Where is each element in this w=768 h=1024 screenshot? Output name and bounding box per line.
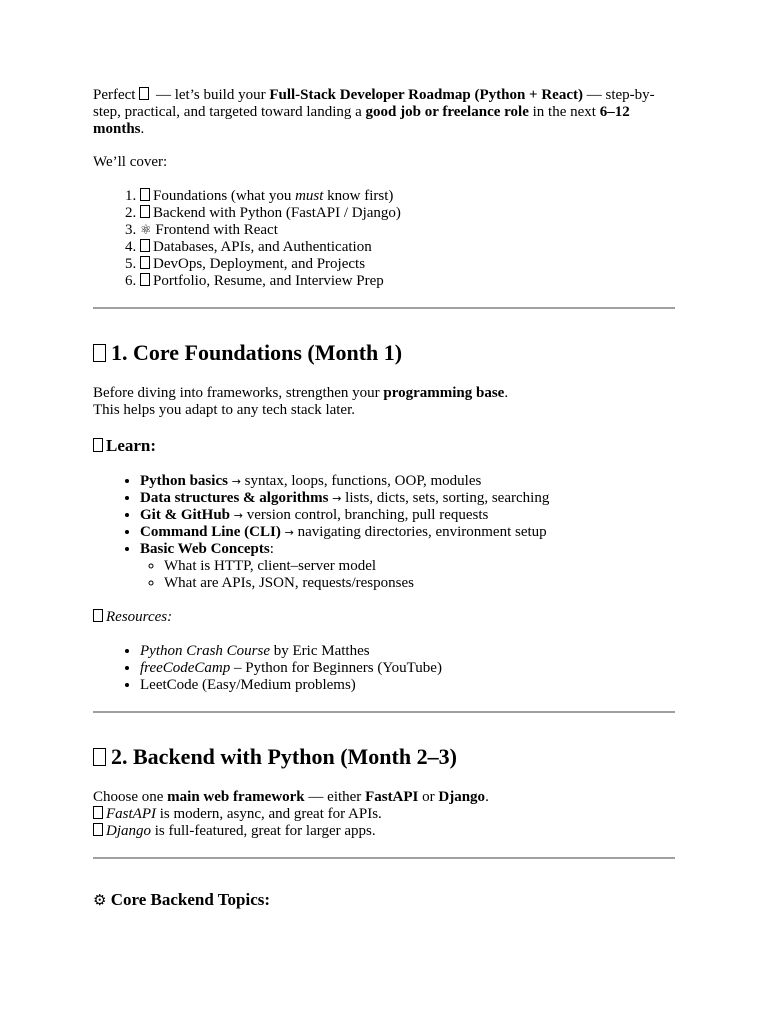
intro-text: — let’s build your (152, 87, 270, 103)
cover-lead: We’ll cover: (93, 154, 168, 170)
book-icon (93, 438, 103, 452)
web-concepts-list (140, 558, 675, 592)
roadmap-item (140, 273, 675, 290)
arrow-icon: → (284, 526, 294, 539)
divider (93, 711, 675, 713)
roadmap-item (140, 256, 675, 273)
learn-item-text: : (269, 541, 274, 557)
roadmap-item-text: Frontend with React (155, 222, 278, 238)
check-icon (93, 823, 103, 836)
resource-item (140, 677, 675, 694)
roadmap-item-text: know first) (323, 188, 394, 204)
learn-item-title: Basic Web Concepts (140, 541, 270, 557)
section-heading (93, 341, 675, 365)
roadmap-item (140, 222, 675, 239)
section-paragraph (93, 806, 675, 823)
resource-title: freeCodeCamp (140, 660, 231, 676)
learn-item-title: Git & GitHub (140, 507, 231, 523)
learn-item (140, 507, 675, 524)
learn-list (93, 473, 675, 592)
resources-label (93, 609, 675, 626)
learn-item (140, 490, 675, 507)
books-icon (93, 609, 103, 622)
brain-icon (93, 344, 106, 362)
learn-item-text: version control, branching, pull requests (242, 507, 489, 523)
learn-item-text: lists, dicts, sets, sorting, searching (341, 490, 550, 506)
resources-label-text: Resources: (106, 609, 173, 625)
section-title: 2. Backend with Python (Month 2–3) (111, 744, 457, 769)
web-concept-item: ◦ What are APIs, JSON, requests/responses (164, 575, 675, 592)
paragraph-bold: main web framework (167, 789, 305, 805)
subheading (93, 890, 675, 910)
section-heading (93, 745, 675, 769)
roadmap-item (140, 188, 675, 205)
resource-item (140, 660, 675, 677)
gear-icon: ⚙ (93, 891, 107, 909)
intro-text: Perfect (93, 87, 136, 103)
resource-text: by Eric Matthes (270, 643, 370, 659)
subheading-text: Learn: (106, 436, 157, 455)
learn-item-text: navigating directories, environment setup (293, 524, 547, 540)
arrow-icon: → (332, 492, 342, 505)
paragraph-text: is full-featured, great for larger apps. (151, 823, 376, 839)
section-paragraph: This helps you adapt to any tech stack later. (93, 402, 356, 418)
section-paragraph (93, 385, 675, 402)
snake-icon (93, 748, 106, 766)
box-icon (140, 205, 150, 218)
paragraph-text: — either (304, 789, 366, 805)
intro-text: — step-by-step, practical, and targeted toward landing a (93, 87, 655, 120)
roadmap-item-text: Backend with Python (FastAPI / Django) (153, 205, 401, 221)
section-title: 1. Core Foundations (Month 1) (111, 340, 403, 365)
learn-item-title: Data structures & algorithms (140, 490, 329, 506)
paragraph-text: is modern, async, and great for APIs. (156, 806, 382, 822)
learn-item (140, 541, 675, 592)
paragraph-text: . (504, 385, 509, 401)
roadmap-list (93, 188, 675, 290)
intro-bold: good job or freelance role (365, 104, 529, 120)
roadmap-item-text: DevOps, Deployment, and Projects (153, 256, 366, 272)
roadmap-item (140, 239, 675, 256)
arrow-icon: → (233, 509, 243, 522)
paragraph-text: . (485, 789, 489, 805)
subheading-text: Core Backend Topics: (110, 890, 271, 909)
paragraph-bold: programming base (383, 385, 505, 401)
learn-item (140, 473, 675, 490)
subheading (93, 436, 675, 455)
divider (93, 307, 675, 309)
paragraph-text: Before diving into frameworks, strengthen your (93, 385, 384, 401)
roadmap-item-emphasis: must (295, 188, 324, 204)
paragraph-emphasis: FastAPI (106, 806, 156, 822)
intro-bold: 6–12 months (93, 104, 630, 137)
learn-item (140, 524, 675, 541)
resources-list (93, 643, 675, 694)
learn-item-title: Python basics (140, 473, 228, 489)
paragraph-text: Choose one (93, 789, 168, 805)
roadmap-item-text: Portfolio, Resume, and Interview Prep (153, 273, 384, 289)
paragraph-bold: FastAPI (365, 789, 419, 805)
resource-title: Python Crash Course (140, 643, 271, 659)
roadmap-item (140, 205, 675, 222)
learn-item-title: Command Line (CLI) (140, 524, 281, 540)
box-icon (140, 273, 150, 286)
intro-bold: Full-Stack Developer Roadmap (Python + React) (269, 87, 583, 103)
roadmap-item-text: Foundations (what you (153, 188, 296, 204)
paragraph-bold: Django (438, 789, 486, 805)
web-concept-item: ◦ What is HTTP, client–server model (164, 558, 675, 575)
section-paragraph (93, 789, 675, 806)
arrow-icon: → (231, 475, 241, 488)
resource-item (140, 643, 675, 660)
party-icon (139, 87, 149, 100)
box-icon (140, 239, 150, 252)
paragraph-text: or (418, 789, 439, 805)
divider (93, 857, 675, 859)
resource-text: LeetCode (Easy/Medium problems) (140, 677, 356, 693)
paragraph-emphasis: Django (106, 823, 151, 839)
box-icon (140, 256, 150, 269)
box-icon (140, 188, 150, 201)
atom-icon: ⚛ (140, 223, 152, 238)
section-paragraph (93, 823, 675, 840)
resource-text: – Python for Beginners (YouTube) (230, 660, 442, 676)
intro-paragraph (93, 87, 675, 138)
intro-text: . (140, 121, 145, 137)
learn-item-text: syntax, loops, functions, OOP, modules (240, 473, 482, 489)
intro-text: in the next (528, 104, 600, 120)
check-icon (93, 806, 103, 819)
roadmap-item-text: Databases, APIs, and Authentication (153, 239, 372, 255)
